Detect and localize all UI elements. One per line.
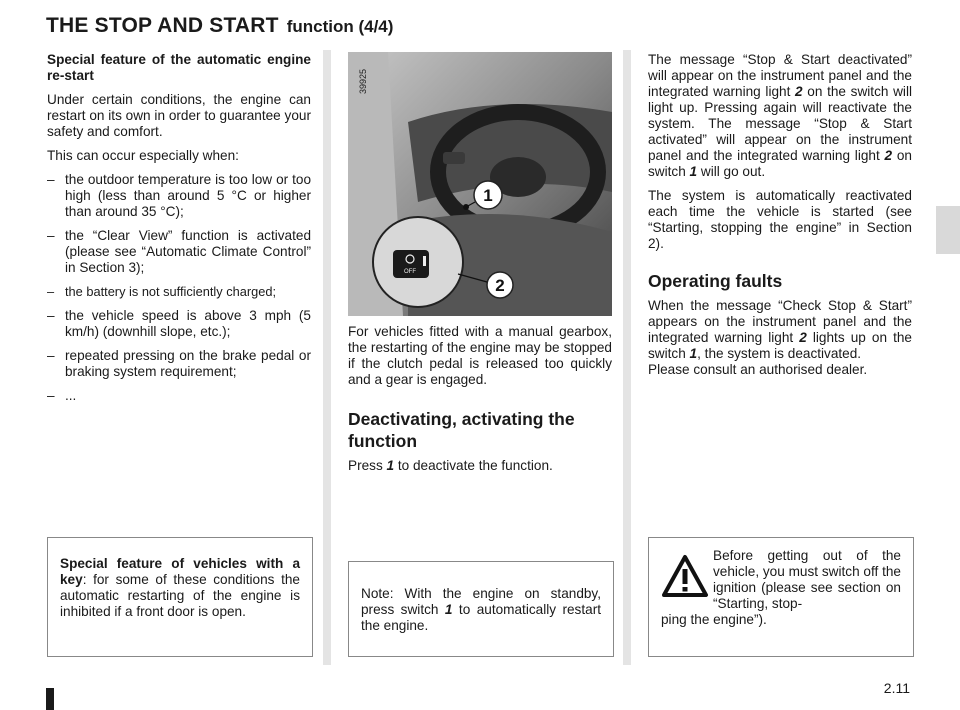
text-span: to automatically restart the engine. xyxy=(361,602,601,633)
operating-faults-heading: Operating faults xyxy=(648,271,783,291)
standby-note xyxy=(348,561,614,657)
warning-light-ref: 2 xyxy=(795,84,803,99)
text-span: When the message “Check Stop & Start” appears on the instrument panel and the integrated warning light xyxy=(648,298,912,345)
page-title xyxy=(46,14,393,38)
condition-list xyxy=(47,172,311,404)
note-bold: Special feature of vehicles with a key xyxy=(60,556,300,587)
warning-light-ref: 2 xyxy=(799,330,807,345)
title-main: THE STOP AND START xyxy=(46,14,279,37)
warning-text: Before getting out of the vehicle, you must switch off the ignition (please see section on “Starting, stop- xyxy=(713,548,901,611)
switch-ref: 1 xyxy=(689,164,698,179)
switch-label: OFF xyxy=(404,269,416,275)
key-vehicle-note xyxy=(47,537,313,657)
corner-mark xyxy=(46,688,54,710)
text-span: to deactivate the function. xyxy=(394,458,553,473)
warning-box xyxy=(648,537,914,657)
warning-text-tail: ping the engine”). xyxy=(661,612,767,627)
switch-ref: 1 xyxy=(444,602,453,617)
title-sub: function (4/4) xyxy=(286,17,394,36)
warning-triangle-icon xyxy=(661,554,709,598)
text-span: lights up on the switch xyxy=(648,330,912,361)
list-item: – the battery is not sufficiently charged; xyxy=(47,284,311,300)
list-item: – the outdoor temperature is too low or too high (less than around 5 °C or higher than around 35 °C); xyxy=(47,172,311,220)
deactivation-heading: Deactivating, activating the function xyxy=(348,409,575,451)
warning-light-ref: 2 xyxy=(884,148,893,163)
text-span: Press xyxy=(348,458,387,473)
text-span: Note: With the engine on standby, press switch xyxy=(361,586,601,617)
paragraph: This can occur especially when: xyxy=(47,148,239,163)
section-tab xyxy=(936,206,960,254)
text-span: on the switch will light up. Pressing again will reactivate the system. The message “Stop & Start activated” will appear on the instrument panel and the integrated warning light xyxy=(648,84,912,163)
list-item: – ... xyxy=(47,388,311,404)
page-number: 2.11 xyxy=(883,680,910,696)
paragraph: Please consult an authorised dealer. xyxy=(648,362,868,377)
column-separator xyxy=(323,50,331,665)
column-1 xyxy=(47,52,311,412)
paragraph: For vehicles fitted with a manual gearbox, the restarting of the engine may be stopped if the clutch pedal is released too quickly and a gear is engaged. xyxy=(348,324,612,387)
text-span: The message “Stop & Start deactivated” will appear on the instrument panel and the integrated warning light xyxy=(648,52,912,99)
paragraph: Under certain conditions, the engine can restart on its own in order to guarantee your safety and comfort. xyxy=(47,92,311,139)
text-span: , the system is deactivated. xyxy=(697,346,862,361)
paragraph: The system is automatically reactivated each time the vehicle is started (see “Starting, stopping the engine” in Section 2). xyxy=(648,188,912,251)
paragraph xyxy=(648,52,912,180)
list-item: – the vehicle speed is above 3 mph (5 km/h) (downhill slope, etc.); xyxy=(47,308,311,340)
column-2 xyxy=(348,324,612,482)
switch-ref: 1 xyxy=(689,346,698,361)
note-text xyxy=(60,556,300,620)
note-text xyxy=(361,586,601,634)
text-span: will go out. xyxy=(697,164,766,179)
dashboard-photo xyxy=(348,52,612,316)
column-separator xyxy=(623,50,631,665)
restart-heading: Special feature of the automatic engine re-start xyxy=(47,52,311,83)
list-item: – repeated pressing on the brake pedal or braking system requirement; xyxy=(47,348,311,380)
list-item: – the “Clear View” function is activated (please see “Automatic Climate Control” in Section 3); xyxy=(47,228,311,276)
figure-code: 39925 xyxy=(358,68,368,94)
callout-1: 1 xyxy=(483,186,493,205)
paragraph xyxy=(648,298,912,362)
switch-ref: 1 xyxy=(386,458,395,473)
text-span: : for some of these conditions the automatic restarting of the engine is inhibited if a front door is open. xyxy=(60,572,300,619)
paragraph xyxy=(348,458,612,474)
callout-2: 2 xyxy=(495,276,505,295)
column-3 xyxy=(648,52,912,386)
text-span: on switch xyxy=(648,148,912,179)
